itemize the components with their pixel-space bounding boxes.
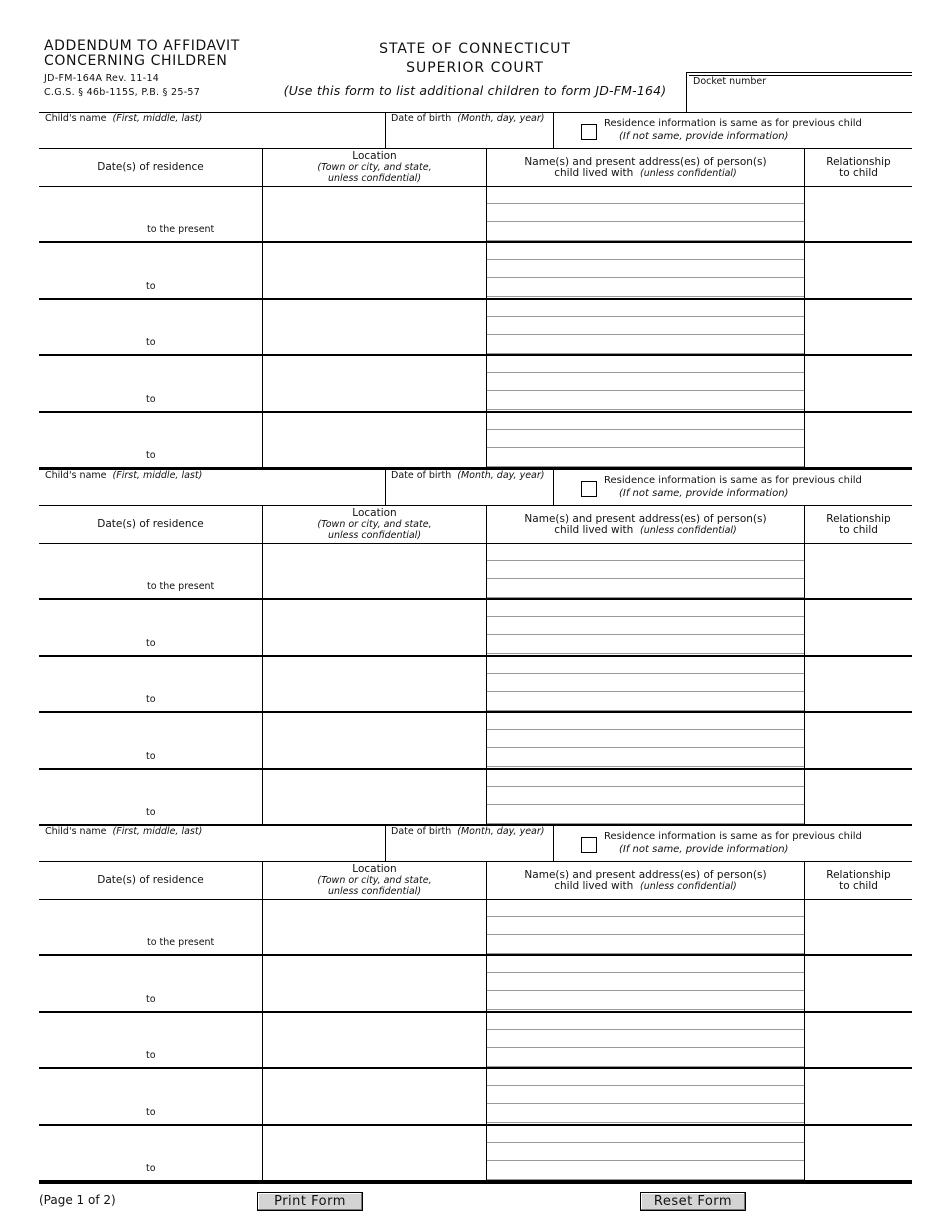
- entry-line: [487, 1160, 804, 1161]
- dates-of-residence-field[interactable]: [39, 544, 262, 598]
- col-names-text2: child lived with: [554, 166, 634, 179]
- entry-line: [487, 560, 804, 561]
- entry-line: [487, 673, 804, 674]
- form-id: JD-FM-164A Rev. 11-14: [44, 73, 160, 84]
- dates-of-residence-field[interactable]: [39, 900, 262, 954]
- relationship-field[interactable]: [804, 600, 912, 654]
- entry-line: [487, 729, 804, 730]
- col-location-hint2: unless confidential): [327, 886, 422, 897]
- location-field[interactable]: [262, 713, 486, 767]
- form-header-center: [270, 40, 680, 98]
- dates-of-residence-field[interactable]: [39, 600, 262, 654]
- location-field[interactable]: [262, 600, 486, 654]
- relationship-field[interactable]: [804, 544, 912, 598]
- dates-of-residence-field[interactable]: [39, 713, 262, 767]
- col-rel-text2: to child: [839, 523, 878, 536]
- names-addresses-field[interactable]: [486, 187, 804, 241]
- relationship-field[interactable]: [804, 187, 912, 241]
- location-field[interactable]: [262, 187, 486, 241]
- entry-line: [487, 823, 804, 824]
- entry-line: [487, 1103, 804, 1104]
- dob-label: Date of birth: [391, 826, 452, 837]
- names-addresses-field[interactable]: [486, 713, 804, 767]
- entry-line: [487, 429, 804, 430]
- entry-line: [487, 804, 804, 805]
- location-field[interactable]: [262, 243, 486, 297]
- child-info-row: [39, 469, 912, 506]
- entry-line: [487, 597, 804, 598]
- relationship-field[interactable]: [804, 1069, 912, 1123]
- to-label: to: [146, 637, 156, 649]
- names-addresses-field[interactable]: [486, 657, 804, 711]
- col-location-hint2: unless confidential): [327, 173, 422, 184]
- docket-number-field[interactable]: [686, 72, 912, 113]
- residence-row: [39, 243, 912, 299]
- names-addresses-field[interactable]: [486, 300, 804, 354]
- col-dates-text: Date(s) of residence: [97, 874, 204, 886]
- col-location-header: [262, 862, 486, 899]
- same-residence-label: [604, 117, 862, 143]
- childs-name-label: Child's name: [45, 470, 107, 481]
- entry-line: [487, 634, 804, 635]
- to-label: to: [146, 694, 156, 706]
- footer-divider: [39, 1182, 912, 1184]
- child-block: [39, 825, 912, 1182]
- location-field[interactable]: [262, 900, 486, 954]
- col-names-header: [486, 149, 804, 186]
- col-dates-header: [39, 506, 262, 543]
- col-location-text: Location: [352, 150, 397, 162]
- col-rel-text1: Relationship: [826, 155, 891, 168]
- same-residence-checkbox[interactable]: [581, 481, 597, 497]
- dates-of-residence-field[interactable]: [39, 300, 262, 354]
- entry-line: [487, 710, 804, 711]
- entry-line: [487, 447, 804, 448]
- form-title-line2: CONCERNING CHILDREN: [44, 53, 228, 69]
- childs-name-field[interactable]: [45, 113, 202, 124]
- names-addresses-field[interactable]: [486, 1069, 804, 1123]
- col-location-hint1: (Town or city, and state,: [317, 162, 432, 173]
- childs-name-hint: (First, middle, last): [112, 470, 203, 481]
- location-field[interactable]: [262, 657, 486, 711]
- residence-table-header: [39, 862, 912, 900]
- col-relationship-header: [804, 149, 912, 186]
- childs-name-hint: (First, middle, last): [112, 826, 203, 837]
- dates-of-residence-field[interactable]: [39, 356, 262, 410]
- dob-hint: (Month, day, year): [457, 826, 545, 837]
- col-location-header: [262, 506, 486, 543]
- residence-row: [39, 1126, 912, 1182]
- relationship-field[interactable]: [804, 243, 912, 297]
- names-addresses-field[interactable]: [486, 413, 804, 467]
- entry-line: [487, 259, 804, 260]
- relationship-field[interactable]: [804, 956, 912, 1010]
- col-names-hint: (unless confidential): [639, 167, 737, 179]
- names-addresses-field[interactable]: [486, 900, 804, 954]
- residence-table-header: [39, 149, 912, 187]
- dob-label: Date of birth: [391, 113, 452, 124]
- residence-row: [39, 1069, 912, 1125]
- same-residence-label: [604, 474, 862, 500]
- location-field[interactable]: [262, 770, 486, 824]
- to-label: to: [146, 449, 156, 461]
- location-field[interactable]: [262, 356, 486, 410]
- entry-line: [487, 916, 804, 917]
- residence-row: [39, 956, 912, 1012]
- docket-number-label: Docket number: [693, 76, 767, 87]
- statutes: C.G.S. § 46b-115S, P.B. § 25-57: [44, 87, 201, 98]
- to-label: to the present: [147, 224, 215, 236]
- names-addresses-field[interactable]: [486, 1013, 804, 1067]
- childs-name-label: Child's name: [45, 826, 107, 837]
- entry-line: [487, 277, 804, 278]
- col-dates-header: [39, 862, 262, 899]
- entry-line: [487, 766, 804, 767]
- entry-line: [487, 953, 804, 954]
- to-label: to: [146, 1106, 156, 1118]
- entry-line: [487, 203, 804, 204]
- to-label: to: [146, 993, 156, 1005]
- print-form-button[interactable]: Print Form: [257, 1192, 363, 1211]
- entry-line: [487, 1047, 804, 1048]
- col-location-header: [262, 149, 486, 186]
- same-residence-label: [604, 830, 862, 856]
- to-label: to: [146, 750, 156, 762]
- entry-line: [487, 1009, 804, 1010]
- location-field[interactable]: [262, 544, 486, 598]
- dob-label: Date of birth: [391, 470, 452, 481]
- col-names-text1: Name(s) and present address(es) of person(s): [524, 155, 767, 168]
- residence-row: [39, 600, 912, 656]
- residence-row: [39, 1013, 912, 1069]
- same-residence-text: Residence information is same as for previous child: [604, 118, 862, 129]
- residence-row: [39, 187, 912, 243]
- entry-line: [487, 240, 804, 241]
- dates-of-residence-field[interactable]: [39, 1069, 262, 1123]
- entry-line: [487, 1179, 804, 1180]
- col-names-text2: child lived with: [554, 879, 634, 892]
- entry-line: [487, 653, 804, 654]
- entry-line: [487, 390, 804, 391]
- same-residence-hint: (If not same, provide information): [619, 131, 789, 142]
- entry-line: [487, 1029, 804, 1030]
- same-residence-hint: (If not same, provide information): [619, 488, 789, 499]
- residence-row: [39, 900, 912, 956]
- childs-name-label: Child's name: [45, 113, 107, 124]
- same-residence-text: Residence information is same as for previous child: [604, 831, 862, 842]
- dates-of-residence-field[interactable]: [39, 187, 262, 241]
- date-of-birth-field[interactable]: [385, 113, 554, 149]
- entry-line: [487, 616, 804, 617]
- entry-line: [487, 1122, 804, 1123]
- relationship-field[interactable]: [804, 413, 912, 467]
- col-location-hint1: (Town or city, and state,: [317, 519, 432, 530]
- relationship-field[interactable]: [804, 300, 912, 354]
- names-addresses-field[interactable]: [486, 600, 804, 654]
- entry-line: [487, 990, 804, 991]
- entry-line: [487, 466, 804, 467]
- dates-of-residence-field[interactable]: [39, 413, 262, 467]
- residence-row: [39, 770, 912, 826]
- residence-row: [39, 713, 912, 769]
- residence-row: [39, 413, 912, 469]
- page-number: (Page 1 of 2): [39, 1193, 116, 1207]
- child-block: [39, 469, 912, 826]
- date-of-birth-field[interactable]: [385, 470, 554, 506]
- to-label: to: [146, 1050, 156, 1062]
- form-instruction: (Use this form to list additional children to form JD-FM-164): [283, 83, 667, 98]
- dates-of-residence-field[interactable]: [39, 956, 262, 1010]
- to-label: to the present: [147, 937, 215, 949]
- col-names-text1: Name(s) and present address(es) of person(s): [524, 868, 767, 881]
- entry-line: [487, 353, 804, 354]
- entry-line: [487, 296, 804, 297]
- entry-line: [487, 691, 804, 692]
- dates-of-residence-field[interactable]: [39, 243, 262, 297]
- col-location-text: Location: [352, 863, 397, 875]
- residence-row: [39, 356, 912, 412]
- entry-line: [487, 747, 804, 748]
- entry-line: [487, 786, 804, 787]
- same-residence-checkbox[interactable]: [581, 837, 597, 853]
- names-addresses-field[interactable]: [486, 1126, 804, 1180]
- location-field[interactable]: [262, 1069, 486, 1123]
- entry-line: [487, 316, 804, 317]
- col-location-hint2: unless confidential): [327, 530, 422, 541]
- entry-line: [487, 334, 804, 335]
- child-block: [39, 112, 912, 469]
- entry-line: [487, 221, 804, 222]
- to-label: to: [146, 337, 156, 349]
- names-addresses-field[interactable]: [486, 956, 804, 1010]
- residence-table-header: [39, 506, 912, 544]
- col-location-text: Location: [352, 507, 397, 519]
- same-residence-text: Residence information is same as for previous child: [604, 475, 862, 486]
- child-info-row: [39, 112, 912, 149]
- childs-name-field[interactable]: [45, 826, 202, 837]
- childs-name-hint: (First, middle, last): [112, 113, 203, 124]
- dates-of-residence-field[interactable]: [39, 1013, 262, 1067]
- childs-name-field[interactable]: [45, 470, 202, 481]
- dob-hint: (Month, day, year): [457, 113, 545, 124]
- col-rel-text1: Relationship: [826, 868, 891, 881]
- col-rel-text1: Relationship: [826, 512, 891, 525]
- to-label: to: [146, 1162, 156, 1174]
- col-names-header: [486, 862, 804, 899]
- form-title-line1: ADDENDUM TO AFFIDAVIT: [44, 38, 240, 54]
- location-field[interactable]: [262, 1126, 486, 1180]
- col-dates-text: Date(s) of residence: [97, 161, 204, 173]
- col-names-text2: child lived with: [554, 523, 634, 536]
- residence-row: [39, 300, 912, 356]
- col-dates-header: [39, 149, 262, 186]
- entry-line: [487, 578, 804, 579]
- col-names-hint: (unless confidential): [639, 524, 737, 536]
- court-name: SUPERIOR COURT: [406, 60, 544, 76]
- same-residence-checkbox[interactable]: [581, 124, 597, 140]
- relationship-field[interactable]: [804, 356, 912, 410]
- relationship-field[interactable]: [804, 657, 912, 711]
- col-names-text1: Name(s) and present address(es) of person(s): [524, 512, 767, 525]
- col-relationship-header: [804, 862, 912, 899]
- residence-row: [39, 544, 912, 600]
- dob-hint: (Month, day, year): [457, 470, 545, 481]
- to-label: to the present: [147, 581, 215, 593]
- location-field[interactable]: [262, 956, 486, 1010]
- relationship-field[interactable]: [804, 770, 912, 824]
- entry-line: [487, 1142, 804, 1143]
- location-field[interactable]: [262, 300, 486, 354]
- entry-line: [487, 972, 804, 973]
- relationship-field[interactable]: [804, 713, 912, 767]
- entry-line: [487, 1066, 804, 1067]
- col-rel-text2: to child: [839, 166, 878, 179]
- to-label: to: [146, 280, 156, 292]
- residence-row: [39, 657, 912, 713]
- entry-line: [487, 372, 804, 373]
- col-relationship-header: [804, 506, 912, 543]
- col-names-header: [486, 506, 804, 543]
- dates-of-residence-field[interactable]: [39, 657, 262, 711]
- child-info-row: [39, 825, 912, 862]
- date-of-birth-field[interactable]: [385, 826, 554, 862]
- to-label: to: [146, 806, 156, 818]
- relationship-field[interactable]: [804, 1013, 912, 1067]
- relationship-field[interactable]: [804, 900, 912, 954]
- names-addresses-field[interactable]: [486, 544, 804, 598]
- col-location-hint1: (Town or city, and state,: [317, 875, 432, 886]
- entry-line: [487, 934, 804, 935]
- reset-form-button[interactable]: Reset Form: [640, 1192, 746, 1211]
- form-header-left: [44, 39, 240, 98]
- state-name: STATE OF CONNECTICUT: [379, 41, 571, 57]
- relationship-field[interactable]: [804, 1126, 912, 1180]
- col-dates-text: Date(s) of residence: [97, 518, 204, 530]
- entry-line: [487, 409, 804, 410]
- entry-line: [487, 1085, 804, 1086]
- names-addresses-field[interactable]: [486, 243, 804, 297]
- location-field[interactable]: [262, 413, 486, 467]
- names-addresses-field[interactable]: [486, 770, 804, 824]
- to-label: to: [146, 393, 156, 405]
- col-names-hint: (unless confidential): [639, 880, 737, 892]
- location-field[interactable]: [262, 1013, 486, 1067]
- col-rel-text2: to child: [839, 879, 878, 892]
- names-addresses-field[interactable]: [486, 356, 804, 410]
- dates-of-residence-field[interactable]: [39, 770, 262, 824]
- dates-of-residence-field[interactable]: [39, 1126, 262, 1180]
- same-residence-hint: (If not same, provide information): [619, 844, 789, 855]
